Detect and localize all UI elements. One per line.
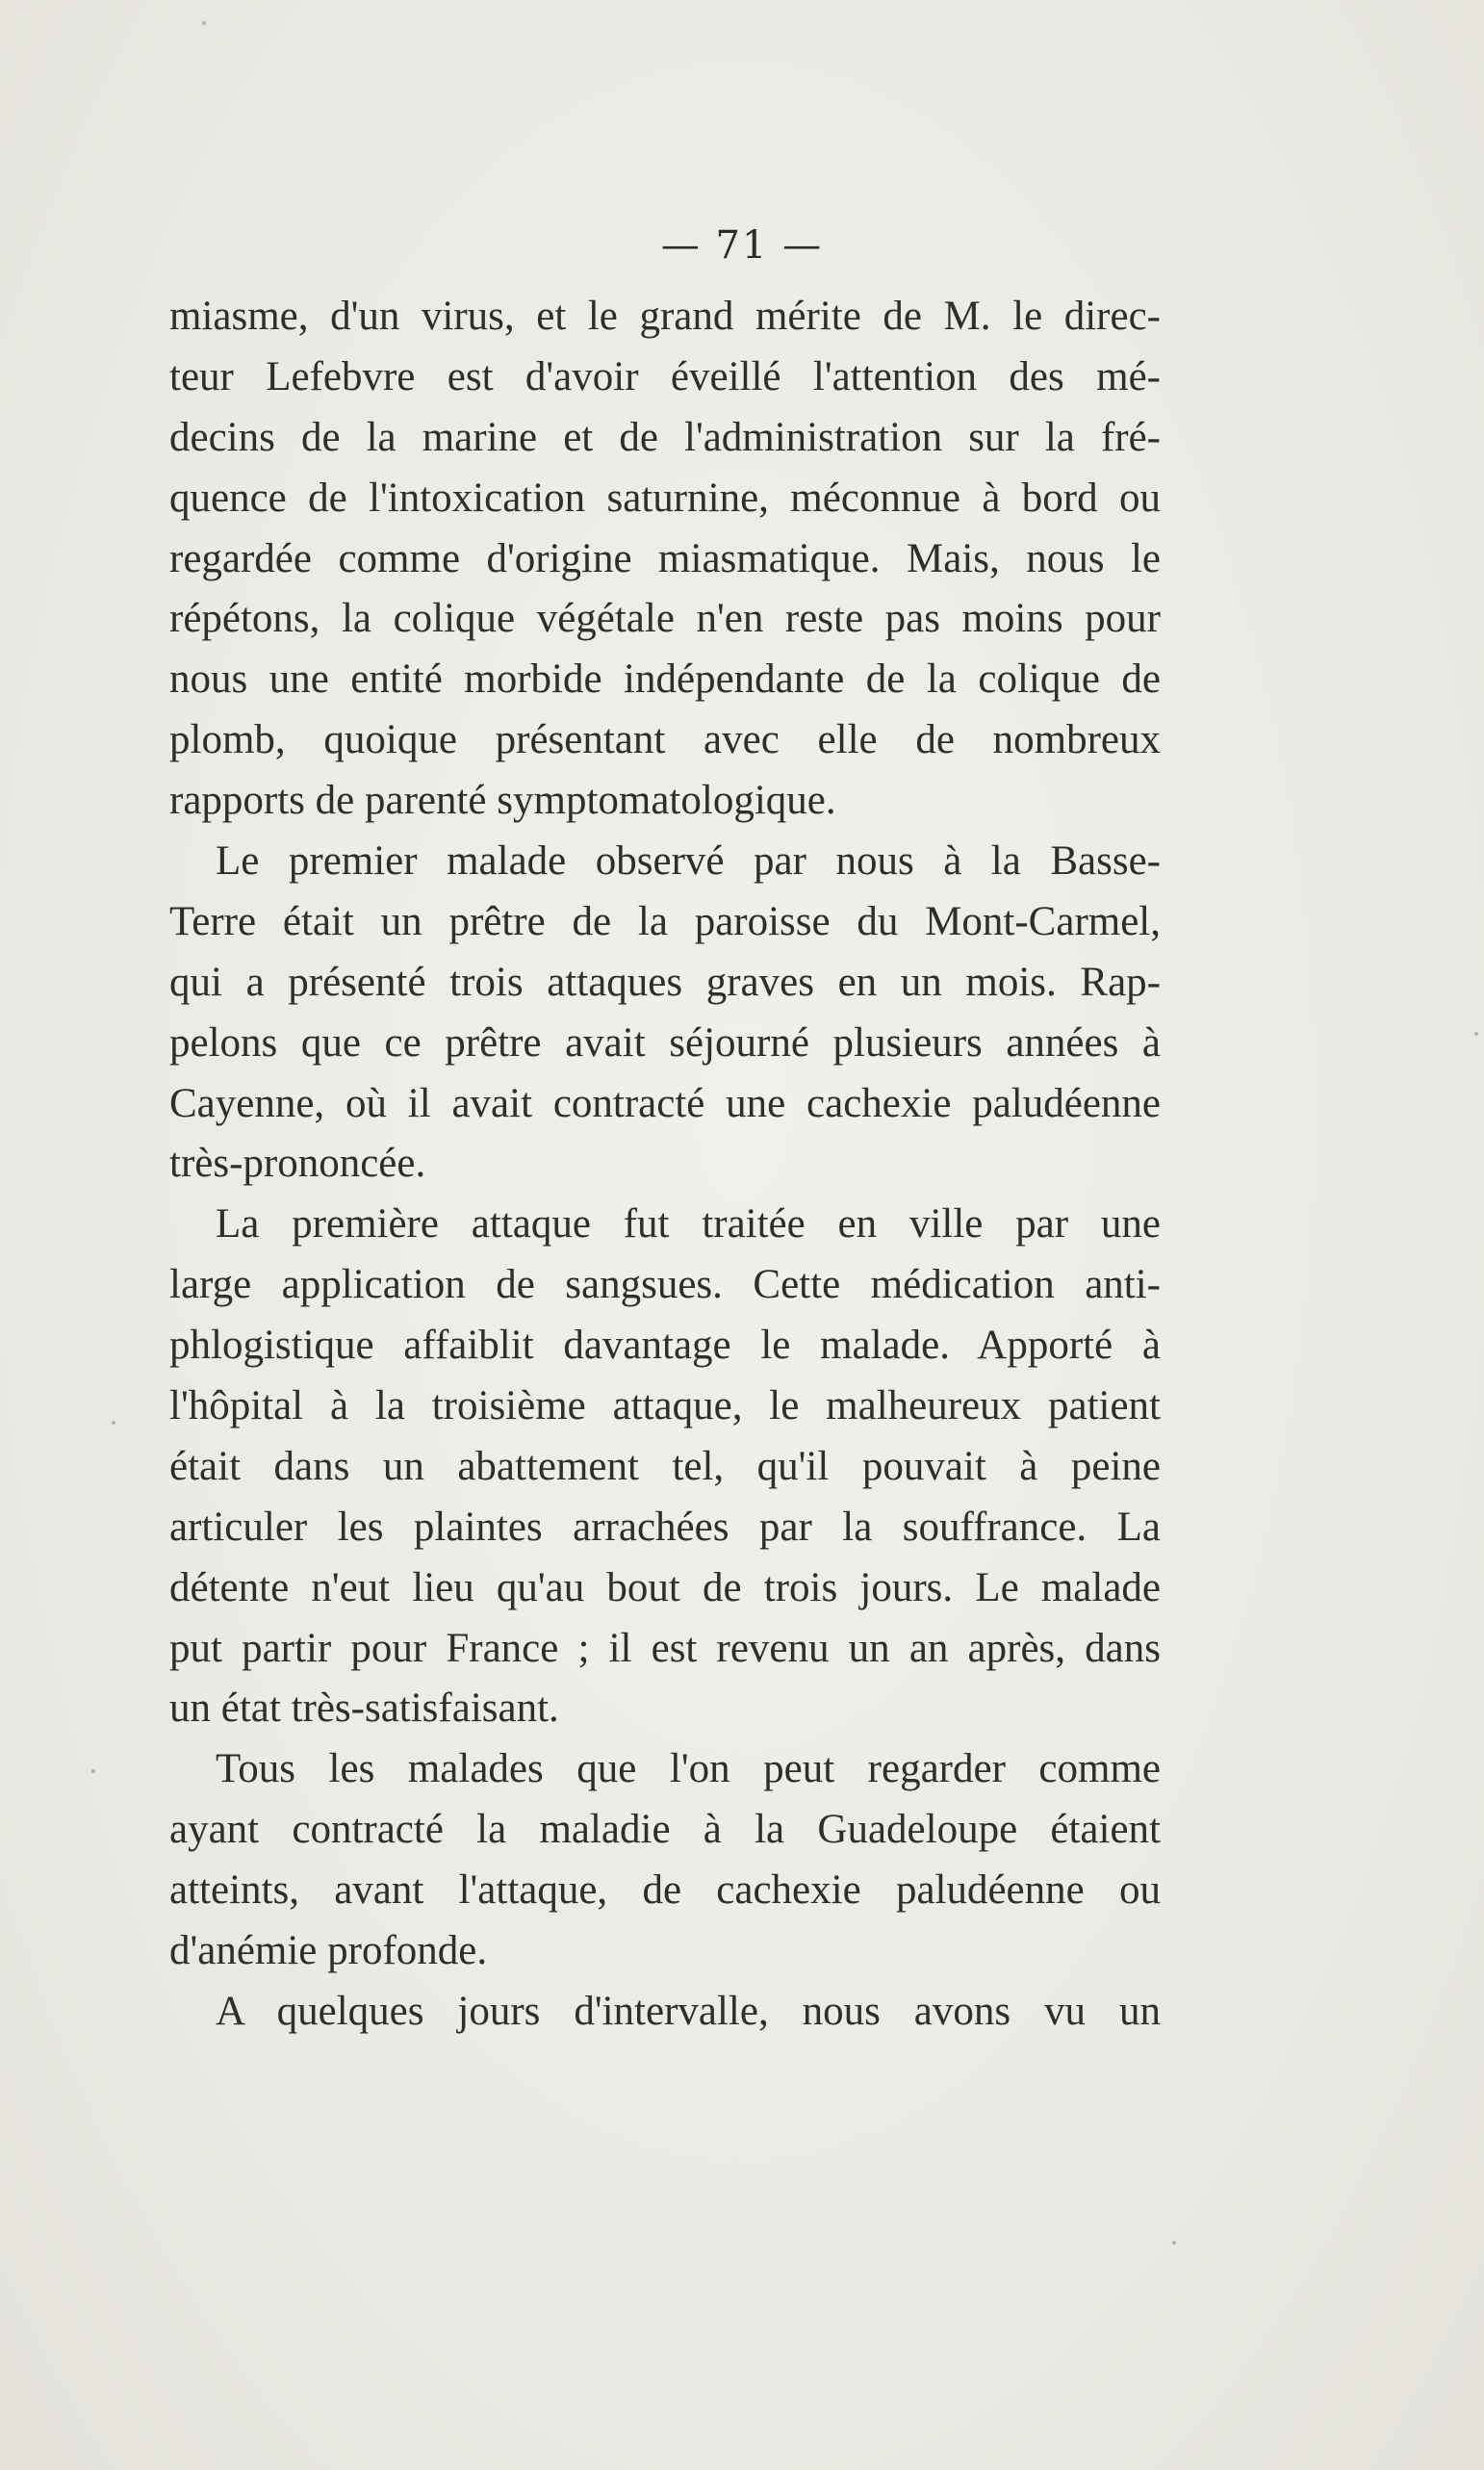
paragraph-start-line: La première attaque fut traitée en ville par une	[216, 1201, 1161, 1248]
paper-speck	[1474, 1032, 1478, 1036]
text-line: put partir pour France ; il est revenu un an après, dans	[169, 1625, 1161, 1671]
text-line: Cayenne, où il avait contracté une cachexie paludéenne	[169, 1080, 1161, 1126]
paragraph-start-line: Le premier malade observé par nous à la Basse-	[216, 838, 1161, 885]
body-text	[169, 287, 1161, 2043]
text-line: Terre était un prêtre de la paroisse du Mont-Carmel,	[169, 898, 1161, 944]
paper-speck	[202, 21, 206, 25]
text-line: qui a présenté trois attaques graves en un mois. Rap-	[169, 959, 1161, 1005]
paragraph-start-line: A quelques jours d'intervalle, nous avons vu un	[216, 1988, 1161, 2034]
text-line: quence de l'intoxication saturnine, méconnue à bord ou	[169, 475, 1161, 521]
paper-speck	[91, 1769, 95, 1773]
text-line: très-prononcée.	[169, 1141, 426, 1187]
text-line: détente n'eut lieu qu'au bout de trois jours. Le malade	[169, 1564, 1161, 1610]
text-line: un état très-satisfaisant.	[169, 1685, 559, 1732]
text-line: miasme, d'un virus, et le grand mérite de M. le direc-	[169, 294, 1161, 339]
text-line: phlogistique affaiblit davantage le malade. Apporté à	[169, 1323, 1161, 1369]
paper-speck	[1172, 2241, 1176, 2245]
text-line: d'anémie profonde.	[169, 1928, 488, 1974]
text-line: pelons que ce prêtre avait séjourné plusieurs années à	[169, 1019, 1161, 1066]
text-line: large application de sangsues. Cette médication anti-	[169, 1262, 1161, 1308]
text-line: regardée comme d'origine miasmatique. Mais, nous le	[169, 535, 1161, 581]
text-line: nous une entité morbide indépendante de la colique de	[169, 656, 1161, 703]
text-line: decins de la marine et de l'administration sur la fré-	[169, 414, 1161, 460]
text-line: teur Lefebvre est d'avoir éveillé l'attention des mé-	[169, 353, 1161, 399]
text-line: atteints, avant l'attaque, de cachexie paludéenne ou	[169, 1867, 1161, 1914]
text-line: ayant contracté la maladie à la Guadeloupe étaient	[169, 1807, 1161, 1853]
paragraph-start-line: Tous les malades que l'on peut regarder comme	[216, 1746, 1161, 1792]
text-line: était dans un abattement tel, qu'il pouvait à peine	[169, 1443, 1161, 1489]
page-number: — 71 —	[660, 223, 824, 268]
text-line: répétons, la colique végétale n'en reste pas moins pour	[169, 596, 1161, 642]
text-line: articuler les plaintes arrachées par la souffrance. La	[169, 1504, 1161, 1550]
text-line: l'hôpital à la troisième attaque, le malheureux patient	[169, 1383, 1161, 1429]
text-line: rapports de parenté symptomatologique.	[169, 778, 836, 824]
text-line: plomb, quoique présentant avec elle de nombreux	[169, 717, 1161, 763]
paper-speck	[112, 1421, 115, 1425]
